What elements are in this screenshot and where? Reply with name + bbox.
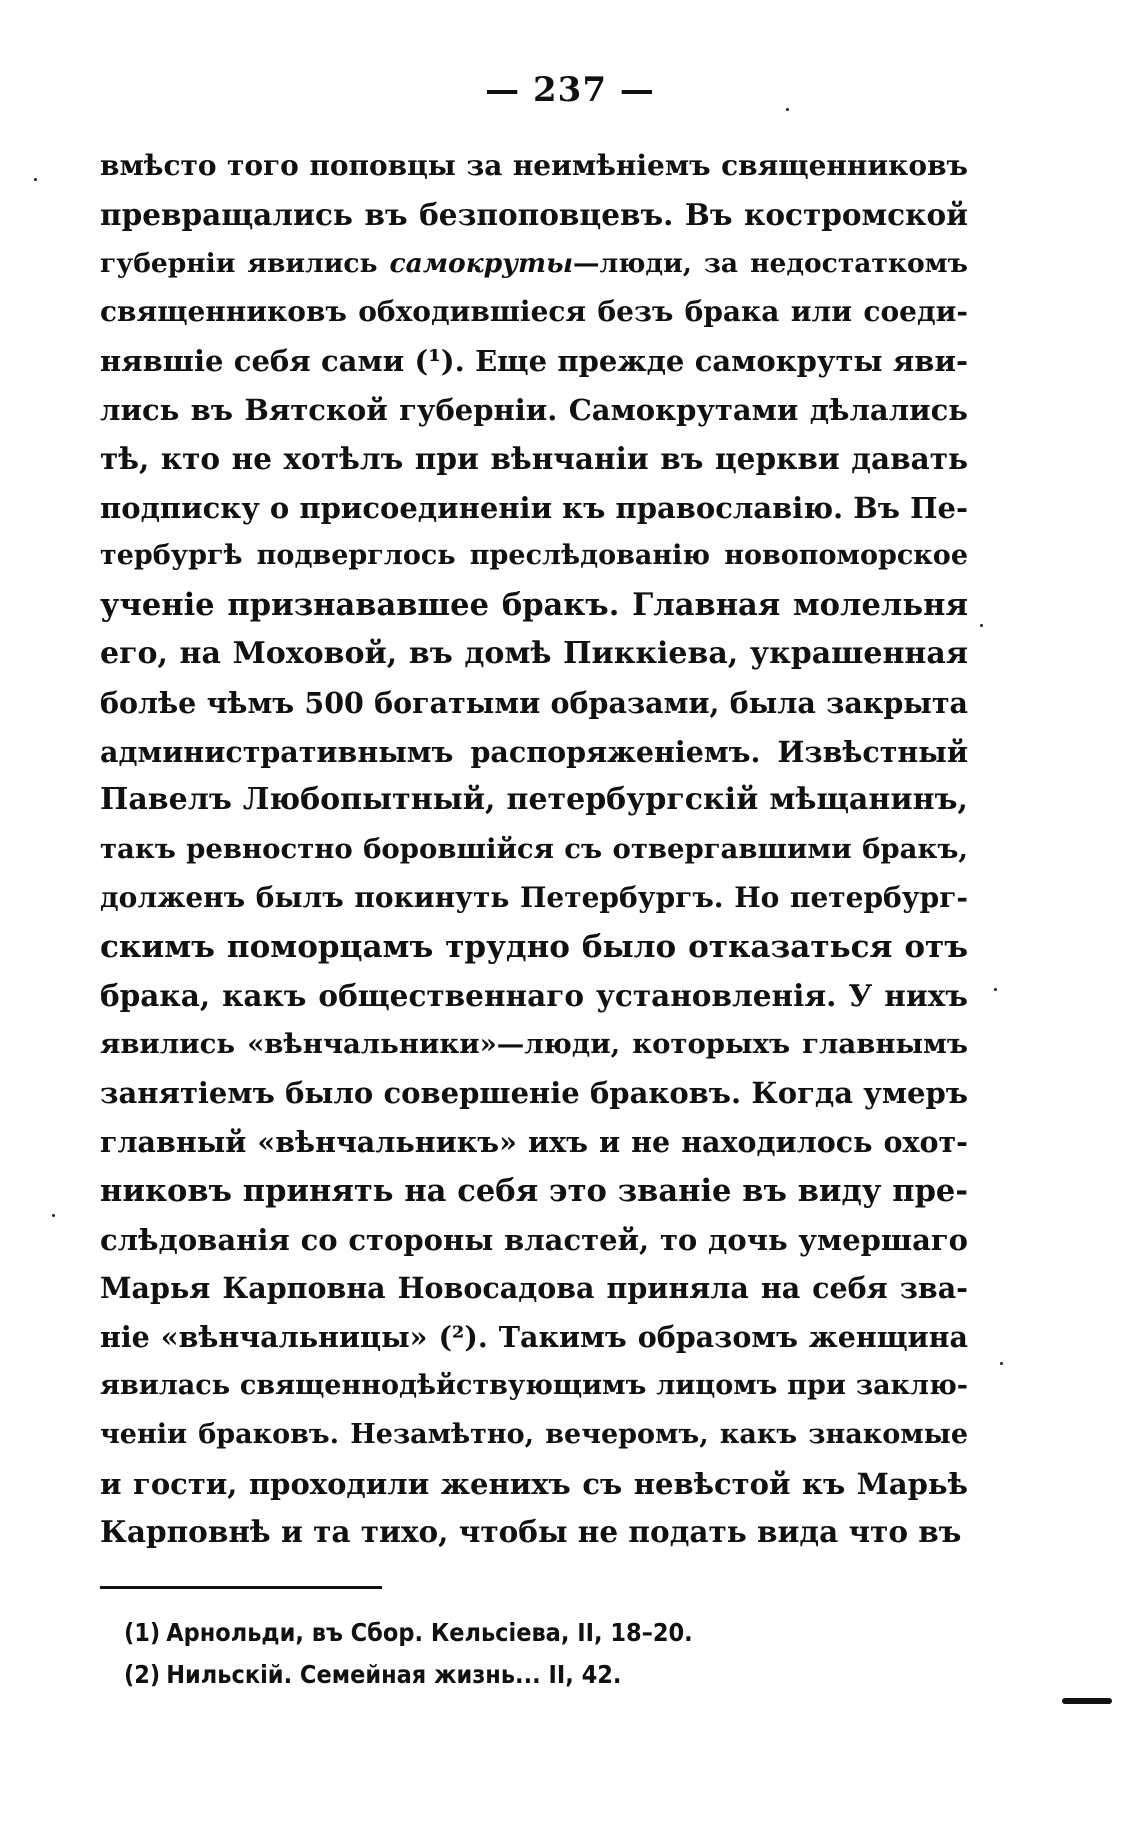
text-line: брака, какъ общественнаго установленія. У нихъ (100, 977, 968, 1013)
scan-speck (994, 988, 997, 991)
text-line: явились «вѣнчальники»—люди, которыхъ главнымъ (100, 1028, 968, 1061)
scan-speck (786, 108, 789, 111)
body-text (100, 142, 968, 1557)
text-line: нявшіе себя сами (¹). Еще прежде самокруты яви- (100, 344, 968, 379)
italic-term: самокруты (389, 247, 574, 279)
text-line: болѣе чѣмъ 500 богатыми образами, была закрыта (100, 685, 968, 720)
scan-speck (980, 624, 983, 627)
text-line: лись въ Вятской губерніи. Самокрутами дѣлались (100, 392, 968, 427)
text-line: тѣ, кто не хотѣлъ при вѣнчаніи въ церкви давать (100, 440, 968, 476)
text-line-end: —люди, за недостаткомъ (573, 247, 968, 279)
text-line: занятіемъ было совершеніе браковъ. Когда умеръ (100, 1076, 968, 1111)
text-line: слѣдованія со стороны властей, то дочь умершаго (100, 1222, 968, 1257)
footnote-mark: (1) (124, 1618, 161, 1647)
text-line: Марья Карповна Новосадова приняла на себя зва- (100, 1271, 968, 1306)
text-line: его, на Моховой, въ домѣ Пиккіева, украшенная (100, 635, 968, 671)
footnotes (124, 1612, 944, 1696)
text-line: ченіи браковъ. Незамѣтно, вечеромъ, какъ знакомые (100, 1418, 968, 1450)
scan-speck (52, 1214, 55, 1217)
footnote-2 (124, 1654, 944, 1696)
text-line-start: губерніи явились (100, 247, 390, 279)
footnote-divider (100, 1586, 382, 1589)
text-line: главный «вѣнчальникъ» ихъ и не находилось охот- (100, 1124, 968, 1159)
text-line: священниковъ обходившіеся безъ брака или соеди- (100, 295, 968, 329)
margin-dash-mark (1062, 1698, 1112, 1704)
text-line: ніе «вѣнчальницы» (²). Такимъ образомъ женщина (100, 1320, 968, 1355)
text-line: и гости, проходили женихъ съ невѣстой къ Марьѣ (100, 1466, 968, 1501)
text-line: скимъ поморцамъ трудно было отказаться отъ (100, 928, 968, 965)
text-line: такъ ревностно боровшійся съ отвергавшими бракъ, (100, 833, 968, 866)
footnote-text: Арнольди, въ Сбор. Кельсіева, II, 18–20. (166, 1618, 693, 1647)
footnote-text: Нильскій. Семейная жизнь... II, 42. (166, 1660, 622, 1689)
scan-speck (34, 178, 37, 181)
text-line: превращались въ безпоповцевъ. Въ костромской (100, 196, 968, 232)
text-line: долженъ былъ покинуть Петербургъ. Но петербург- (100, 880, 968, 914)
footnote-1 (124, 1612, 944, 1654)
text-line (100, 240, 968, 289)
text-line: Павелъ Любопытный, петербургскій мѣщанинъ, (100, 782, 968, 818)
text-line: никовъ принять на себя это званіе въ виду пре- (100, 1172, 968, 1209)
text-line: Карповнѣ и та тихо, чтобы не подать вида что въ (100, 1514, 962, 1550)
text-line: вмѣсто того поповцы за неимѣніемъ священниковъ (100, 149, 968, 182)
text-line: административнымъ распоряженіемъ. Извѣстный (100, 734, 968, 769)
text-line: подписку о присоединеніи къ православію. Въ Пе- (100, 490, 968, 525)
text-line: явилась священнодѣйствующимъ лицомъ при заклю- (100, 1369, 968, 1401)
footnote-mark: (2) (124, 1660, 161, 1689)
page-number: — 237 — (485, 70, 655, 110)
text-line: тербургѣ подверглось преслѣдованію новопоморское (100, 540, 968, 572)
scan-speck (1000, 1362, 1003, 1365)
text-line: ученіе признававшее бракъ. Главная молельня (100, 587, 968, 624)
